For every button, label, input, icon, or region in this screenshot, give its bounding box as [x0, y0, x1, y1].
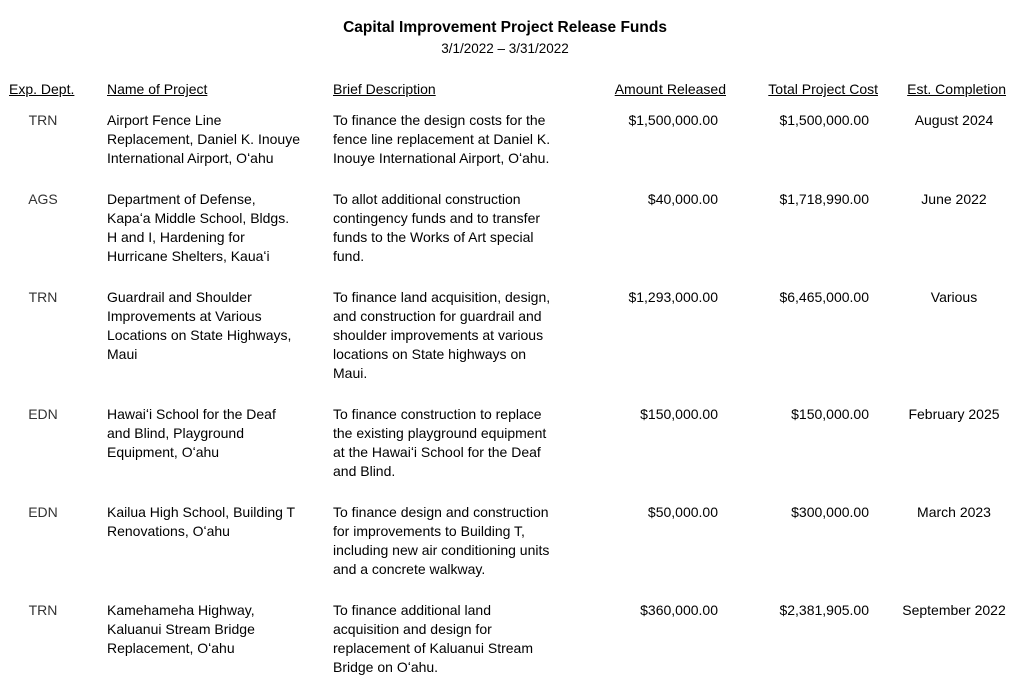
cell-project-name-line: Improvements at Various	[107, 308, 262, 324]
report-header	[0, 18, 1010, 58]
column-header-est-completion: Est. Completion	[907, 81, 1006, 97]
cell-total-cost: $300,000.00	[791, 504, 869, 520]
cell-description	[333, 601, 569, 677]
cell-project-name-line: Airport Fence Line	[107, 112, 222, 128]
cell-project-name-line: Renovations, Oʻahu	[107, 523, 230, 539]
cell-total-cost: $6,465,000.00	[779, 289, 869, 305]
cell-project-name-line: Hawaiʻi School for the Deaf	[107, 406, 276, 422]
cell-project-name-line: International Airport, Oʻahu	[107, 150, 274, 166]
cell-description	[333, 190, 569, 266]
report-title: Capital Improvement Project Release Funds	[343, 19, 667, 36]
cell-project-name-line: Maui	[107, 346, 138, 362]
cell-project-name	[107, 503, 317, 541]
cell-description-line: To finance land acquisition, design,	[333, 289, 551, 305]
cell-description-line: To finance the design costs for the	[333, 112, 546, 128]
cell-description-line: contingency funds and to transfer	[333, 210, 541, 226]
cell-description-line: To finance additional land	[333, 602, 492, 618]
cell-description-line: including new air conditioning units	[333, 542, 550, 558]
cell-est-completion: September 2022	[902, 602, 1006, 618]
column-header-total-cost: Total Project Cost	[768, 81, 878, 97]
column-header-amount-released: Amount Released	[614, 81, 726, 97]
cell-project-name-line: Guardrail and Shoulder	[107, 289, 252, 305]
cell-description-line: replacement of Kaluanui Stream	[333, 640, 533, 656]
cell-project-name-line: Replacement, Oʻahu	[107, 640, 235, 656]
cell-total-cost: $2,381,905.00	[779, 602, 869, 618]
cell-description-line: the existing playground equipment	[333, 425, 547, 441]
cell-project-name-line: Department of Defense,	[107, 191, 256, 207]
cell-est-completion: August 2024	[914, 112, 994, 128]
cell-total-cost: $1,718,990.00	[779, 191, 869, 207]
cell-description-line: fence line replacement at Daniel K.	[333, 131, 551, 147]
column-header-description: Brief Description	[333, 81, 436, 97]
cell-total-cost: $1,500,000.00	[779, 112, 869, 128]
column-header-exp-dept: Exp. Dept.	[9, 81, 75, 97]
cell-total-cost: $150,000.00	[791, 406, 869, 422]
cell-project-name-line: Equipment, Oʻahu	[107, 444, 220, 460]
cell-amount-released: $1,293,000.00	[628, 289, 718, 305]
cell-description-line: for improvements to Building T,	[333, 523, 525, 539]
cell-project-name-line: Kapaʻa Middle School, Bldgs.	[107, 210, 290, 226]
cell-est-completion: March 2023	[917, 504, 991, 520]
cell-description-line: To allot additional construction	[333, 191, 521, 207]
cell-description-line: Maui.	[333, 365, 368, 381]
cell-description-line: Bridge on Oʻahu.	[333, 659, 439, 675]
cell-amount-released: $1,500,000.00	[628, 112, 718, 128]
cell-description-line: at the Hawaiʻi School for the Deaf	[333, 444, 541, 460]
cell-project-name-line: Locations on State Highways,	[107, 327, 292, 343]
cell-project-name-line: Replacement, Daniel K. Inouye	[107, 131, 300, 147]
cell-amount-released: $150,000.00	[640, 406, 718, 422]
cell-exp-dept: TRN	[28, 112, 58, 128]
cell-exp-dept: AGS	[28, 191, 58, 207]
cell-exp-dept: TRN	[28, 602, 58, 618]
cell-description	[333, 111, 569, 168]
cell-description-line: shoulder improvements at various	[333, 327, 544, 343]
cell-description-line: acquisition and design for	[333, 621, 492, 637]
report-date-range: 3/1/2022 – 3/31/2022	[441, 41, 569, 56]
cell-est-completion: Various	[930, 289, 978, 305]
cell-description-line: and Blind.	[333, 463, 396, 479]
cell-project-name-line: and Blind, Playground	[107, 425, 244, 441]
cell-project-name	[107, 405, 317, 462]
cell-amount-released: $40,000.00	[647, 191, 718, 207]
cell-est-completion: June 2022	[921, 191, 987, 207]
cell-project-name-line: H and I, Hardening for	[107, 229, 245, 245]
cell-project-name-line: Kailua High School, Building T	[107, 504, 296, 520]
cell-project-name	[107, 601, 317, 658]
cell-description-line: and a concrete walkway.	[333, 561, 486, 577]
cell-exp-dept: EDN	[28, 504, 58, 520]
cell-description-line: funds to the Works of Art special	[333, 229, 534, 245]
cell-description-line: fund.	[333, 248, 365, 264]
cell-description	[333, 503, 569, 579]
cell-project-name	[107, 190, 317, 266]
cell-description-line: To finance design and construction	[333, 504, 549, 520]
cell-description-line: To finance construction to replace	[333, 406, 542, 422]
cell-description	[333, 405, 569, 481]
cell-description-line: Inouye International Airport, Oʻahu.	[333, 150, 550, 166]
cell-est-completion: February 2025	[908, 406, 1000, 422]
cell-amount-released: $360,000.00	[640, 602, 718, 618]
cell-description-line: locations on State highways on	[333, 346, 527, 362]
cell-project-name	[107, 111, 317, 168]
cell-project-name-line: Hurricane Shelters, Kauaʻi	[107, 248, 270, 264]
cell-exp-dept: TRN	[28, 289, 58, 305]
cell-project-name-line: Kaluanui Stream Bridge	[107, 621, 255, 637]
column-header-project-name: Name of Project	[107, 81, 208, 97]
cell-amount-released: $50,000.00	[647, 504, 718, 520]
cell-description	[333, 288, 569, 383]
cell-exp-dept: EDN	[28, 406, 58, 422]
cell-project-name	[107, 288, 317, 364]
cell-project-name-line: Kamehameha Highway,	[107, 602, 255, 618]
cell-description-line: and construction for guardrail and	[333, 308, 542, 324]
